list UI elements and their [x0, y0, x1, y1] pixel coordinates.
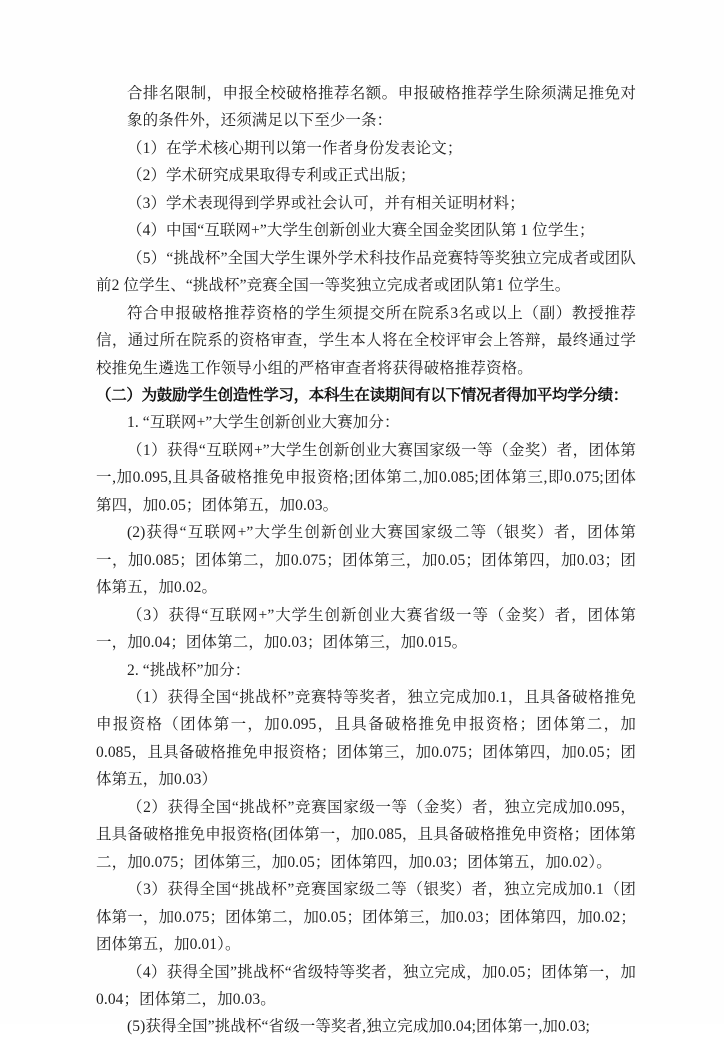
paragraph: （2）获得全国“挑战杯”竞赛国家级一等（金奖）者，独立完成加0.095，且具备破格推免申报资格(团体第一，加0.085，且具备破格推免申资格；团体第二，加0.075；团体第三，加0.05；团体第四，加0.03；团体第五，加0.02）。	[96, 798, 636, 871]
paragraph: 符合申报破格推荐资格的学生须提交所在院系3名或以上（副）教授推荐信，通过所在院系的资格审查，学生本人将在全校评审会上答辩，最终通过学校推免生遴选工作领导小组的严格审查者将获得破格推荐资格。	[96, 304, 636, 377]
paragraph: （4）中国“互联网+”大学生创新创业大赛全国金奖团队第 1 位学生；	[127, 222, 595, 240]
section-heading: （二）为鼓励学生创造性学习，本科生在读期间有以下情况者得加平均学分绩：	[96, 386, 629, 404]
paragraph: (5)获得全国”挑战杯“省级一等奖者,独立完成加0.04;团体第一,加0.03;	[127, 1018, 590, 1036]
paragraph: （3）学术表现得到学界或社会认可，并有相关证明材料；	[127, 194, 525, 212]
paragraph: （1）在学术核心期刊以第一作者身份发表论文；	[127, 139, 463, 157]
paragraph: （2）学术研究成果取得专利或正式出版；	[127, 167, 416, 185]
document-body	[96, 80, 636, 1041]
paragraph: 1. “互联网+”大学生创新创业大赛加分：	[127, 414, 400, 432]
paragraph: 合排名限制，申报全校破格推荐名额。申报破格推荐学生除须满足推免对象的条件外，还须满足以下至少一条：	[127, 85, 636, 130]
paragraph: （1）获得全国“挑战杯”竞赛特等奖者，独立完成加0.1，且具备破格推免申报资格（团体第一，加0.095，且具备破格推免申报资格；团体第二，加0.085，且具备破格推免申报资格；团体第三，加0.075；团体第四，加0.05；团体第五，加0.03）	[96, 688, 636, 789]
paragraph: （3）获得“互联网+”大学生创新创业大赛省级一等（金奖）者，团体第一，加0.04；团体第二，加0.03；团体第三，加0.015。	[96, 606, 636, 652]
paragraph: （5）“挑战杯”全国大学生课外学术科技作品竞赛特等奖独立完成者或团队前2 位学生、“挑战杯”竞赛全国一等奖独立完成者或团队第1 位学生。	[96, 249, 636, 295]
paragraph: 2. “挑战杯”加分：	[127, 661, 251, 679]
paragraph: （3）获得全国“挑战杯”竞赛国家级二等（银奖）者，独立完成加0.1（团体第一，加0.075；团体第二，加0.05；团体第三，加0.03；团体第四，加0.02；团体第五，加0.01）。	[96, 881, 636, 954]
paragraph: （4）获得全国”挑战杯“省级特等奖者，独立完成，加0.05；团体第一，加0.04；团体第二，加0.03。	[96, 963, 636, 1008]
paragraph: （1）获得“互联网+”大学生创新创业大赛国家级一等（金奖）者，团体第一,加0.095,且具备破格推免申报资格;团体第二,加0.085;团体第三,即0.075;团体第四，加0.05；团体第五，加0.03。	[96, 441, 636, 514]
paragraph: (2)获得“互联网+”大学生创新创业大赛国家级二等（银奖）者，团体第一，加0.085；团体第二，加0.075；团体第三，加0.05；团体第四，加0.03；团体第五，加0.02。	[96, 524, 636, 597]
